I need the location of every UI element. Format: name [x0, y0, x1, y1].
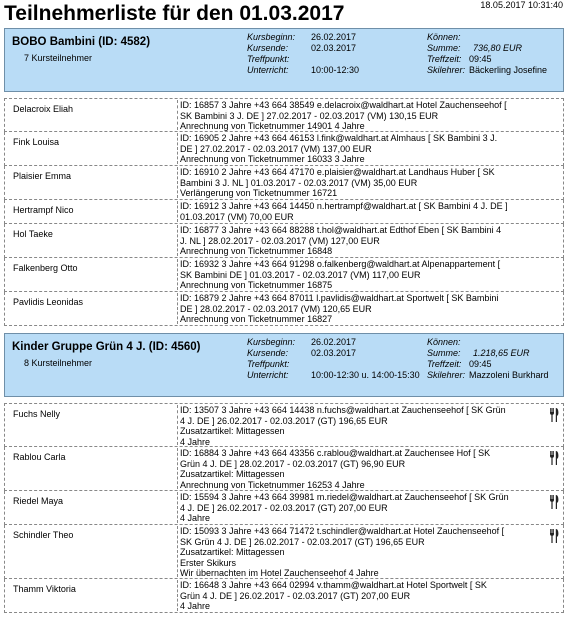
participant-name: Schindler Theo	[13, 530, 74, 540]
participant-row	[4, 579, 564, 613]
detail-line: 4 Jahre	[180, 513, 211, 523]
info-value: Mazzoleni Burkhard	[469, 370, 549, 380]
detail-line: ID: 16905 2 Jahre +43 664 46153 l.fink@waldhart.at Almhaus [ SK Bambini 3 J.	[180, 133, 498, 143]
participant-name: Riedel Maya	[13, 496, 64, 506]
participant-details	[177, 259, 545, 290]
participant-row	[4, 292, 564, 326]
info-label: Summe:	[427, 43, 461, 53]
detail-line: DE ] 28.02.2017 - 02.03.2017 (VM) 120,65 EUR	[180, 303, 372, 314]
participant-name: Fink Louisa	[13, 137, 60, 147]
fork-knife-icon	[549, 408, 559, 422]
participant-name: Plaisier Emma	[13, 171, 72, 181]
course-section	[4, 28, 564, 324]
info-value: 09:45	[469, 54, 492, 64]
participant-row	[4, 491, 564, 525]
info-label: Kursbeginn:	[247, 32, 296, 42]
course-section	[4, 333, 564, 611]
participant-details	[177, 100, 545, 130]
participant-row	[4, 200, 564, 224]
page-title: Teilnehmerliste für den 01.03.2017	[4, 2, 345, 25]
course-name: Kinder Gruppe Grün 4 J. (ID: 4560)	[12, 341, 201, 353]
detail-line: ID: 15093 3 Jahre +43 664 71472 t.schindler@waldhart.at Hotel Zauchenseehof [	[180, 526, 505, 536]
detail-line: ID: 16857 3 Jahre +43 664 38549 e.delacroix@waldhart.at Hotel Zauchenseehof [	[180, 100, 507, 110]
detail-line: ID: 16932 3 Jahre +43 664 91298 o.falkenberg@waldhart.at Alpenappartement [	[180, 259, 501, 269]
info-label: Skilehrer:	[427, 370, 466, 380]
participant-details	[177, 201, 545, 222]
info-value: 02.03.2017	[311, 43, 357, 53]
course-name: BOBO Bambini (ID: 4582)	[12, 36, 151, 48]
info-value: 10:00-12:30 u. 14:00-15:30	[311, 370, 420, 380]
participant-row	[4, 403, 564, 447]
detail-line: ID: 16912 3 Jahre +43 664 14450 n.hertrampf@waldhart.at [ SK Bambini 4 J. DE ]	[180, 201, 508, 211]
detail-line: ID: 16884 3 Jahre +43 664 43356 c.rablou@waldhart.at Zauchensee Hof [ SK	[180, 448, 491, 458]
participant-name: Hertrampf Nico	[13, 205, 74, 215]
detail-line: Bambini 3 J. NL ] 01.03.2017 - 02.03.2017 (VM) 35,00 EUR	[180, 177, 418, 188]
detail-line: ID: 16879 2 Jahre +43 664 87011 l.pavlidis@waldhart.at Sportwelt [ SK Bambini	[180, 293, 499, 303]
participant-list	[4, 403, 564, 613]
print-date: 18.05.2017 10:31:40	[480, 0, 563, 10]
detail-line: 4 Jahre	[180, 436, 211, 447]
participant-name: Pavlidis Leonidas	[13, 297, 84, 307]
participant-details	[177, 526, 545, 577]
participant-row	[4, 525, 564, 579]
detail-line: ID: 16877 3 Jahre +43 664 88288 t.hol@waldhart.at Edthof Eben [ SK Bambini 4	[180, 225, 502, 235]
course-header	[4, 333, 564, 397]
detail-line: Anrechnung von Ticketnummer 16827	[180, 314, 333, 324]
info-label: Summe:	[427, 348, 461, 358]
detail-line: 4 Jahre	[180, 601, 211, 611]
info-label: Kursende:	[247, 43, 289, 53]
participant-count: 8 Kursteilnehmer	[24, 358, 93, 368]
detail-line: Anrechnung von Ticketnummer 16875	[180, 280, 333, 290]
participant-name: Falkenberg Otto	[13, 263, 78, 273]
participant-details	[177, 225, 545, 256]
info-label: Treffzeit:	[427, 54, 462, 64]
detail-line: Erster Skikurs	[180, 557, 237, 568]
participant-details	[177, 405, 545, 445]
participant-row	[4, 166, 564, 200]
info-value: 1.218,65 EUR	[473, 348, 530, 358]
course-header	[4, 28, 564, 92]
detail-line: Anrechnung von Ticketnummer 14901 4 Jahre	[180, 121, 365, 131]
info-label: Kursende:	[247, 348, 289, 358]
info-label: Können:	[427, 337, 461, 347]
participant-row	[4, 132, 564, 166]
participant-row	[4, 258, 564, 292]
detail-line: Zusatzartikel: Mittagessen	[180, 469, 285, 479]
detail-line: ID: 15594 3 Jahre +43 664 39981 m.riedel@waldhart.at Zauchenseehof [ SK Grün	[180, 492, 509, 502]
detail-line: Anrechnung von Ticketnummer 16253 4 Jahre	[180, 479, 365, 490]
info-value: 02.03.2017	[311, 348, 357, 358]
detail-line: 4 J. DE ] 26.02.2017 - 02.03.2017 (GT) 207,00 EUR	[180, 502, 388, 513]
info-label: Treffpunkt:	[247, 54, 290, 64]
detail-line: SK Bambini DE ] 01.03.2017 - 02.03.2017 (VM) 117,00 EUR	[180, 269, 421, 280]
info-label: Unterricht:	[247, 65, 289, 75]
course-schedule	[247, 337, 420, 393]
info-value: 26.02.2017	[311, 32, 357, 42]
participant-name: Delacroix Eliah	[13, 104, 74, 114]
detail-line: 4 J. DE ] 26.02.2017 - 02.03.2017 (GT) 196,65 EUR	[180, 415, 388, 426]
course-summary	[427, 337, 561, 393]
detail-line: Anrechnung von Ticketnummer 16033 3 Jahre	[180, 154, 365, 164]
detail-line: J. NL ] 28.02.2017 - 02.03.2017 (VM) 127,00 EUR	[180, 235, 380, 246]
detail-line: ID: 16910 2 Jahre +43 664 47170 e.plaisier@waldhart.at Landhaus Huber [ SK	[180, 167, 495, 177]
detail-line: SK Grün 4 J. DE ] 26.02.2017 - 02.03.2017 (GT) 196,65 EUR	[180, 536, 425, 547]
fork-knife-icon	[549, 529, 559, 543]
detail-line: Grün 4 J. DE ] 28.02.2017 - 02.03.2017 (GT) 96,90 EUR	[180, 458, 406, 469]
participant-list	[4, 98, 564, 326]
participant-name: Hol Taeke	[13, 229, 53, 239]
detail-line: SK Bambini 3 J. DE ] 27.02.2017 - 02.03.2017 (VM) 130,15 EUR	[180, 110, 439, 121]
detail-line: ID: 16648 3 Jahre +43 664 02994 v.thamm@waldhart.at Hotel Sportwelt [ SK	[180, 580, 487, 590]
info-value: 26.02.2017	[311, 337, 357, 347]
info-label: Kursbeginn:	[247, 337, 296, 347]
fork-knife-icon	[549, 451, 559, 465]
detail-line: Anrechnung von Ticketnummer 16848	[180, 246, 333, 256]
info-label: Treffzeit:	[427, 359, 462, 369]
participant-details	[177, 448, 545, 489]
detail-line: Zusatzartikel: Mittagessen	[180, 547, 285, 557]
participant-details	[177, 580, 545, 611]
participant-details	[177, 293, 545, 324]
info-value: 736,80 EUR	[473, 43, 523, 53]
info-value: 09:45	[469, 359, 492, 369]
course-summary	[427, 32, 561, 88]
fork-knife-icon	[549, 495, 559, 509]
detail-line: Verlängerung von Ticketnummer 16721	[180, 188, 338, 198]
participant-name: Rablou Carla	[13, 452, 66, 462]
detail-line: Zusatzartikel: Mittagessen	[180, 426, 285, 436]
participant-name: Thamm Viktoria	[13, 584, 76, 594]
info-label: Skilehrer:	[427, 65, 466, 75]
info-label: Treffpunkt:	[247, 359, 290, 369]
participant-details	[177, 167, 545, 198]
info-value: 10:00-12:30	[311, 65, 360, 75]
info-value: Bäckerling Josefine	[469, 65, 548, 75]
participant-row	[4, 447, 564, 491]
info-label: Unterricht:	[247, 370, 289, 380]
detail-line: Grün 4 J. DE ] 26.02.2017 - 02.03.2017 (GT) 207,00 EUR	[180, 590, 411, 601]
detail-line: ID: 13507 3 Jahre +43 664 14438 n.fuchs@waldhart.at Zauchenseehof [ SK Grün	[180, 405, 506, 415]
participant-count: 7 Kursteilnehmer	[24, 53, 93, 63]
participant-details	[177, 492, 545, 523]
participant-row	[4, 98, 564, 132]
course-schedule	[247, 32, 417, 88]
detail-line: 01.03.2017 (VM) 70,00 EUR	[180, 211, 294, 222]
info-label: Können:	[427, 32, 461, 42]
detail-line: Wir übernachten im Hotel Zauchenseehof 4 Jahre	[180, 568, 379, 578]
participant-name: Fuchs Nelly	[13, 409, 61, 419]
participant-row	[4, 224, 564, 258]
detail-line: DE ] 27.02.2017 - 02.03.2017 (VM) 137,00 EUR	[180, 143, 372, 154]
participant-details	[177, 133, 545, 164]
